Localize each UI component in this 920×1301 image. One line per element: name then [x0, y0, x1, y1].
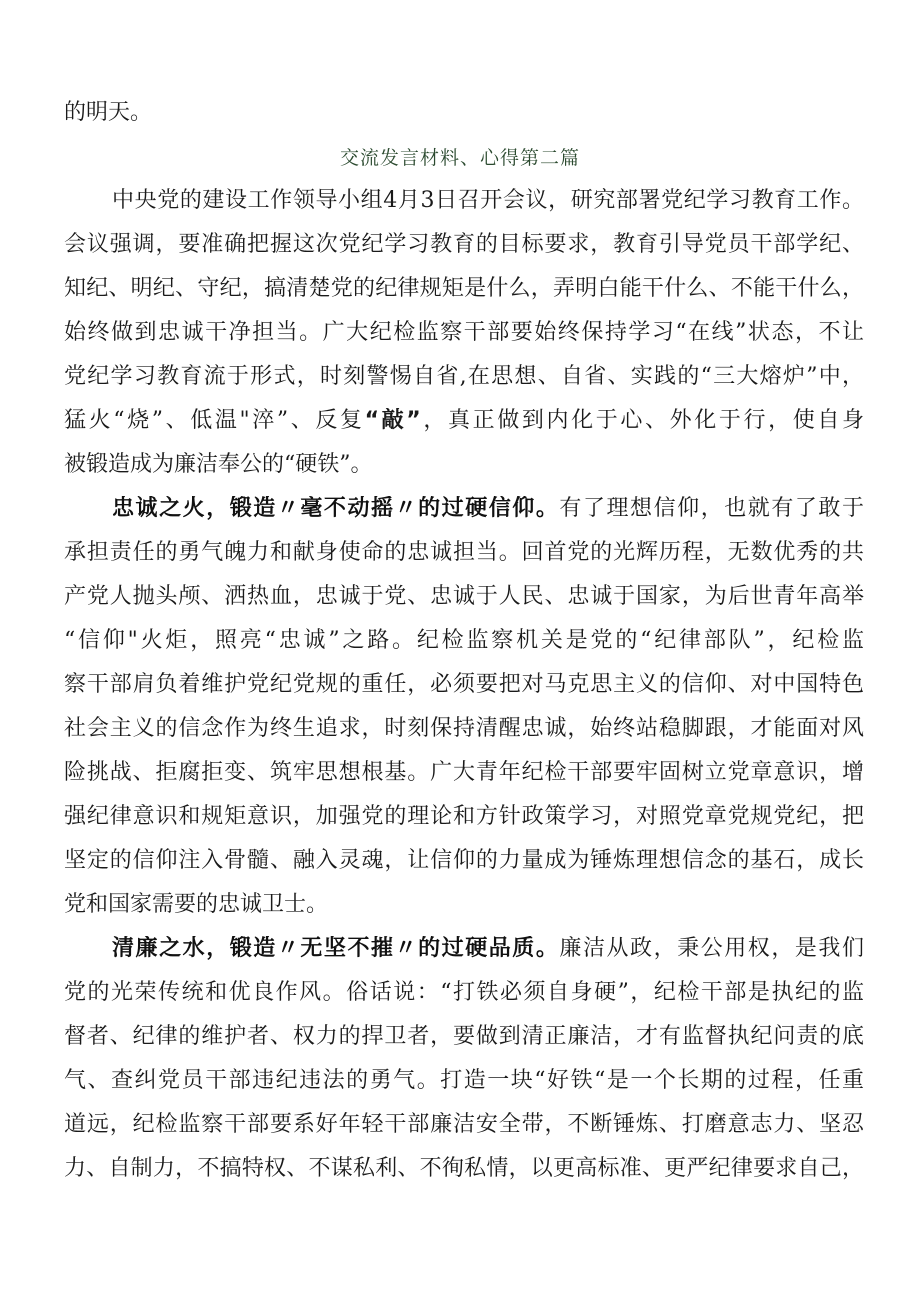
para2-line-9: 坚定的信仰注入骨髓、融入灵魂，让信仰的力量成为锤炼理想信念的基石，成长 [64, 848, 864, 873]
para3-line-3: 督者、纪律的维护者、权力的捍卫者，要做到清正廉洁，才有监督执纪问责的底 [64, 1024, 864, 1049]
para1-line-6-a: 猛火“烧”、低温"淬”、反复 [64, 408, 365, 433]
para2-line-3: 产党人抛头颅、洒热血，忠诚于党、忠诚于人民、忠诚于国家，为后世青年高举 [64, 584, 864, 609]
para1-line-2: 会议强调，要准确把握这次党纪学习教育的目标要求，教育引导党员干部学纪、 [64, 232, 864, 257]
para2-first-rest: 有了理想信仰，也就有了敢于 [559, 496, 864, 521]
para1-line-7: 被锻造成为廉洁奉公的“硬铁”。 [64, 452, 373, 477]
para2-line-6: 社会主义的信念作为终生追求，时刻保持清醒忠诚，始终站稳脚跟，才能面对风 [64, 716, 864, 741]
section-heading: 交流发言材料、心得第二篇 [339, 147, 580, 169]
para3-lead-heading: 清廉之水，锻造〃无坚不摧〃的过硬品质。 [112, 936, 560, 961]
para1-line-6-bold: “敲” [364, 408, 421, 433]
para3-line-2: 党的光荣传统和优良作风。俗话说：“打铁必须自身硬”，纪检干部是执纪的监 [64, 980, 864, 1005]
para1-line-1: 中央党的建设工作领导小组4月3日召开会议，研究部署党纪学习教育工作。 [112, 188, 864, 213]
para3-line-1 [112, 936, 864, 962]
para2-line-10: 党和国家需要的忠诚卫士。 [64, 892, 329, 917]
para3-first-rest: 廉洁从政，秉公用权，是我们 [559, 936, 864, 961]
para1-line-4: 始终做到忠诚干净担当。广大纪检监察干部要始终保持学习“在线”状态，不让 [64, 320, 864, 345]
para2-line-7: 险挑战、拒腐拒变、筑牢思想根基。广大青年纪检干部要牢固树立党章意识，增 [64, 760, 864, 785]
para1-line-6 [64, 408, 864, 434]
para2-line-8: 强纪律意识和规矩意识，加强党的理论和方针政策学习，对照党章党规党纪，把 [64, 804, 864, 829]
para2-line-2: 承担责任的勇气魄力和献身使命的忠诚担当。回首党的光辉历程，无数优秀的共 [64, 540, 864, 565]
para3-line-6: 力、自制力，不搞特权、不谋私利、不徇私情，以更高标准、更严纪律要求自己， [64, 1156, 864, 1181]
para3-line-4: 气、查纠党员干部违纪违法的勇气。打造一块“好铁“是一个长期的过程，任重 [64, 1068, 864, 1093]
para1-line-6-b: ，真正做到内化于心、外化于行，使自身 [420, 408, 864, 433]
para2-lead-heading: 忠诚之火，锻造〃毫不动摇〃的过硬信仰。 [112, 496, 560, 521]
para3-line-5: 道远，纪检监察干部要系好年轻干部廉洁安全带，不断锤炼、打磨意志力、坚忍 [64, 1112, 864, 1137]
para1-line-5: 党纪学习教育流于形式，时刻警惕自省,在思想、自省、实践的“三大熔炉”中， [64, 364, 864, 389]
intro-tail-line: 的明天。 [64, 100, 153, 125]
para1-line-3: 知纪、明纪、守纪，搞清楚党的纪律规矩是什么，弄明白能干什么、不能干什么， [64, 276, 864, 301]
para2-line-5: 察干部肩负着维护党纪党规的重任，必须要把对马克思主义的信仰、对中国特色 [64, 672, 864, 697]
para2-line-4: “信仰"火炬，照亮“忠诚”之路。纪检监察机关是党的“纪律部队”，纪检监 [64, 628, 864, 653]
para2-line-1 [112, 496, 864, 522]
